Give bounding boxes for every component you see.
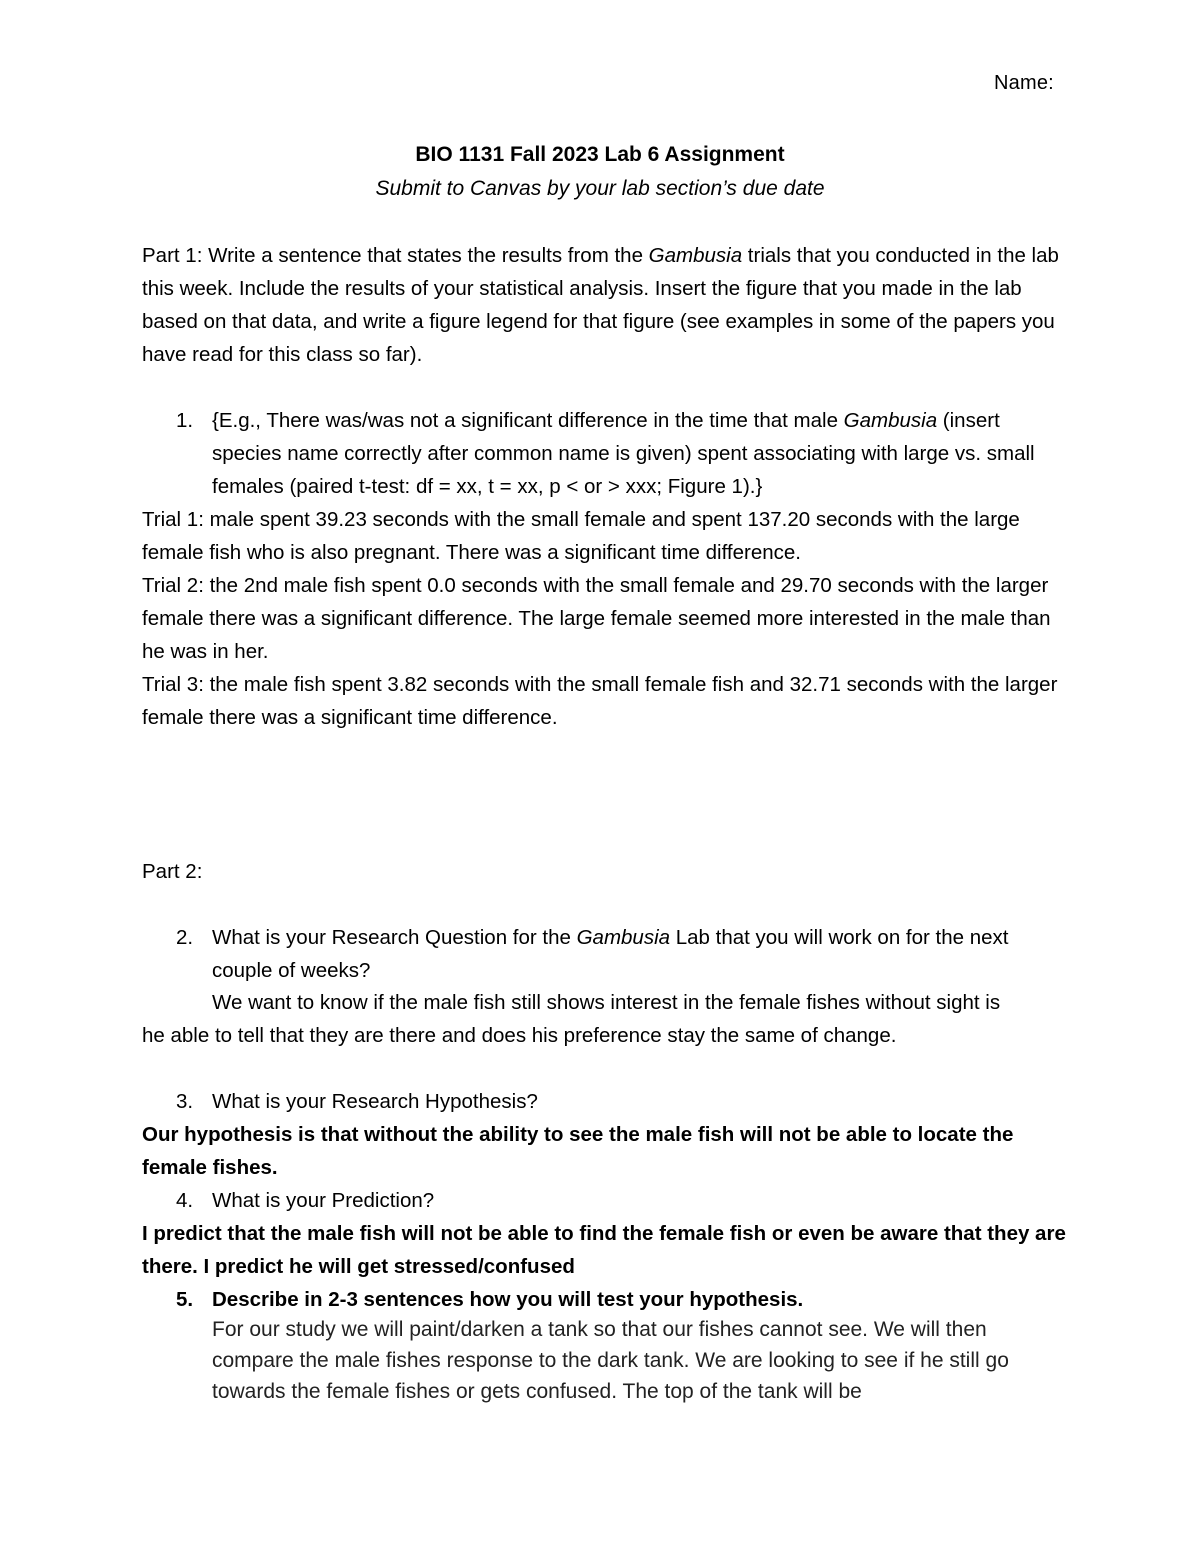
part1-intro <box>142 239 1067 371</box>
item1-text-b: (insert species name correctly after common name is given) spent associating with large vs. small females (paired t-test: df = xx, t = xx, p < or > xxx; Figure 1).} <box>212 409 1035 498</box>
item1-text <box>212 404 1072 503</box>
answer3: Our hypothesis is that without the ability to see the male fish will not be able to locate the female fishes. <box>142 1123 1014 1179</box>
q2-italic: Gambusia <box>576 926 671 949</box>
q2-text <box>212 921 1072 987</box>
answer5: For our study we will paint/darken a tank so that our fishes cannot see. We will then compare the male fishes response to the dark tank. We are looking to see if he still go towards the female fishes or gets confused. The top of the tank will be <box>212 1318 1009 1403</box>
answer2 <box>142 986 1067 1052</box>
answer4: I predict that the male fish will not be able to find the female fish or even be aware that they are there. I predict he will get stressed/confused <box>142 1222 1066 1278</box>
part2-heading: Part 2: <box>142 860 203 883</box>
answer2-line2: he able to tell that they are there and does his preference stay the same of change. <box>142 1024 897 1047</box>
item1-text-a: {E.g., There was/was not a significant difference in the time that male <box>212 409 844 432</box>
q5-number: 5. <box>176 1288 194 1311</box>
q2-number: 2. <box>176 926 194 949</box>
part1-intro-italic: Gambusia <box>648 244 743 267</box>
assignment-title: BIO 1131 Fall 2023 Lab 6 Assignment <box>415 143 785 166</box>
assignment-subtitle: Submit to Canvas by your lab section’s due date <box>375 177 825 200</box>
part1-intro-text-b: trials that you conducted in the lab this week. Include the results of your statistical analysis. Insert the figure that you made in the lab based on that data, and write a figure legend for that figure (see examples in some of the papers you have read for this class so far). <box>142 244 1059 366</box>
item1-number: 1. <box>176 409 194 432</box>
q2-text-b: Lab that you will work on for the next couple of weeks? <box>212 926 1009 982</box>
q3-text: What is your Research Hypothesis? <box>212 1090 538 1113</box>
trial1-text: Trial 1: male spent 39.23 seconds with the small female and spent 137.20 seconds with the large female fish who is also pregnant. There was a significant time difference. <box>142 508 1020 564</box>
trial2-text: Trial 2: the 2nd male fish spent 0.0 seconds with the small female and 29.70 seconds with the larger female there was a significant difference. The large female seemed more interested in the male than he was in her. <box>142 574 1051 663</box>
q5-text: Describe in 2-3 sentences how you will test your hypothesis. <box>212 1288 804 1311</box>
item1-italic: Gambusia <box>843 409 938 432</box>
part1-intro-text-a: Part 1: Write a sentence that states the results from the <box>142 244 649 267</box>
q4-text: What is your Prediction? <box>212 1189 435 1212</box>
q3-number: 3. <box>176 1090 194 1113</box>
name-label: Name: <box>994 72 1054 94</box>
q4-number: 4. <box>176 1189 194 1212</box>
trials-block <box>142 503 1067 734</box>
answer2-line1: We want to know if the male fish still shows interest in the female fishes without sight is <box>212 991 1001 1014</box>
q2-text-a: What is your Research Question for the <box>212 926 577 949</box>
trial3-text: Trial 3: the male fish spent 3.82 seconds with the small female fish and 32.71 seconds with the larger female there was a significant time difference. <box>142 673 1058 729</box>
